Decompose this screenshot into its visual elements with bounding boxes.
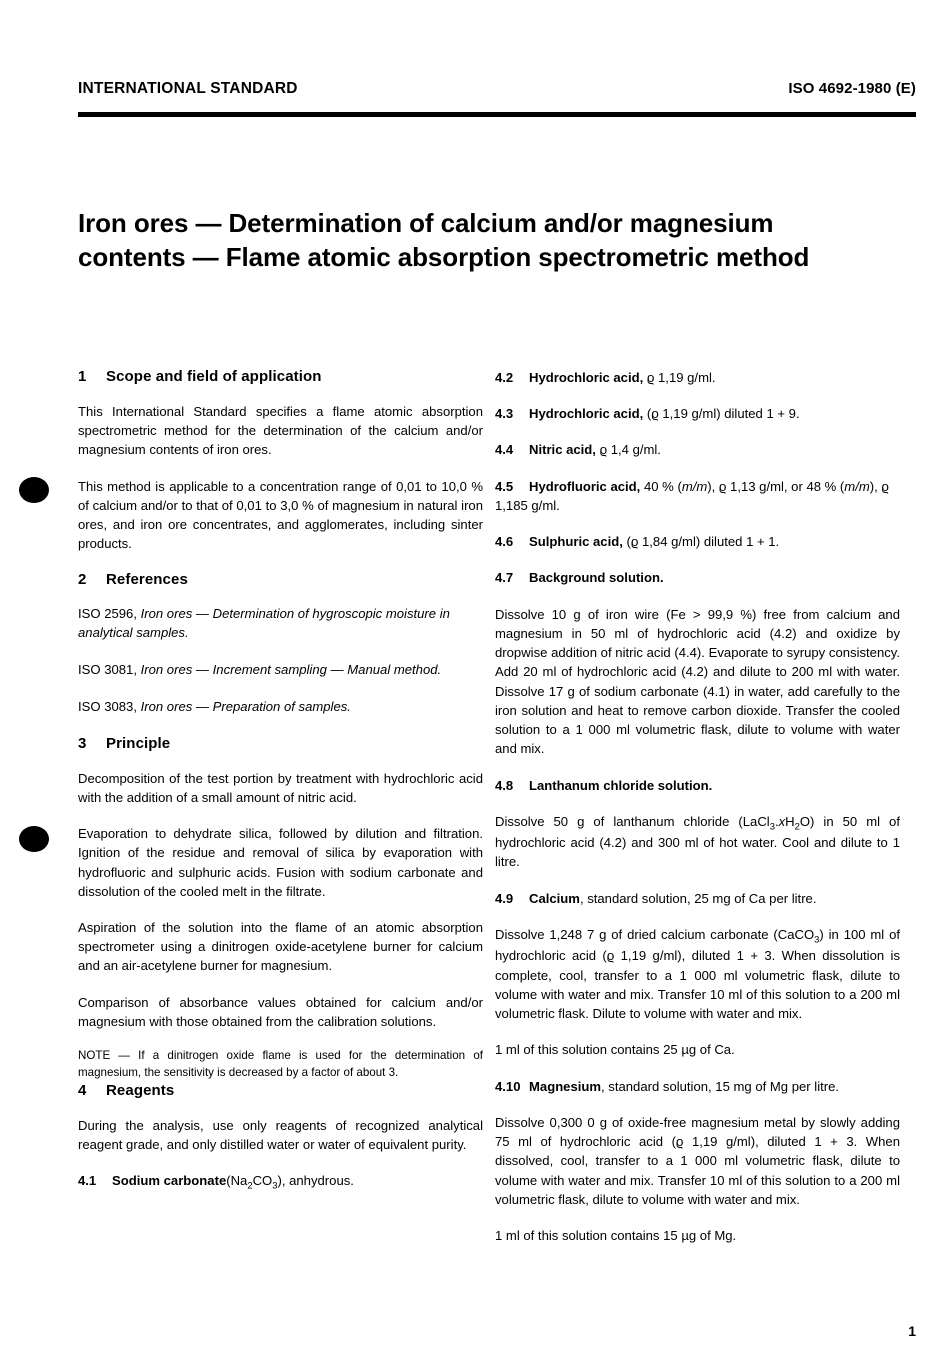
reagent-name: Nitric acid, [529,442,596,458]
reagent-name: Hydrofluoric acid, [529,478,641,494]
section-heading-references [78,571,483,588]
reagent-number: 4.4 [495,442,514,458]
section-title: References [106,570,188,588]
reagent-number: 4.7 [495,570,514,586]
reagent-detail: ), ϱ 1,13 g/ml, or 48 % ( [707,478,845,494]
section-heading-scope [78,368,483,385]
section-number: 1 [78,368,87,385]
section-number: 3 [78,734,87,752]
reagent-detail: ), ϱ 1,185 g/ml. [495,478,889,513]
reagent-item-4-2 [495,368,900,387]
reagent-detail-italic: m/m [681,478,708,494]
reference-title: Iron ores — Preparation of samples. [140,698,351,714]
reagent-detail: , standard solution, 15 mg of Mg per litre. [601,1078,840,1094]
section-title: Scope and field of application [106,368,322,385]
reagent-name: Sulphuric acid, [529,534,623,550]
right-column [495,368,900,1245]
reagent-number: 4.10 [495,1078,521,1094]
reagent-item-4-9 [495,889,900,908]
reagent-number: 4.2 [495,370,514,385]
formula-sub: 3 [769,820,775,832]
header-rule [78,112,916,117]
section-heading-reagents [78,1082,483,1099]
margin-change-marker-icon [19,477,49,503]
reagent-formula-open: (Na [226,1173,248,1189]
text-part: Dissolve 50 g of lanthanum chloride (LaCl [495,813,770,829]
reagent-detail: ϱ 1,4 g/ml. [595,442,661,458]
principle-note: NOTE — If a dinitrogen oxide flame is used for the determination of magnesium, the sensitivity is decreased by a factor of about 3. [78,1049,483,1079]
reagent-formula-mid: CO [252,1173,273,1189]
reagent-4-8-paragraph [495,812,900,872]
scope-paragraph-2: This method is applicable to a concentration range of 0,01 to 10,0 % of calcium and/or to that of 0,01 to 3,0 % of magnesium in natural iron ores, and iron ore concentrates, and agglomerates, including sinter products. [78,478,483,552]
reagent-detail: (ϱ 1,84 g/ml) diluted 1 + 1. [622,534,780,550]
reagent-detail-italic: m/m [844,478,870,494]
scope-paragraph-1: This International Standard specifies a flame atomic absorption spectrometric method for the determination of the calcium and/or magnesium contents of iron ores. [78,404,483,458]
reagents-intro-paragraph: During the analysis, use only reagents of recognized analytical reagent grade, and only distilled water or water of equivalent purity. [78,1117,483,1152]
reagent-item-4-4 [495,440,900,459]
reagent-4-9-concentration: 1 ml of this solution contains 25 µg of Ca. [495,1042,735,1058]
margin-change-marker-icon [19,826,49,852]
reagent-detail: , standard solution, 25 mg of Ca per litre. [579,890,817,906]
text-part: Dissolve 1,248 7 g of dried calcium carbonate (CaCO [495,926,815,942]
reagent-formula-sub: 2 [247,1179,253,1191]
reference-designation: ISO 3083, [78,698,137,714]
reference-item [78,698,483,717]
reference-item [78,605,483,643]
reagent-detail: ϱ 1,19 g/ml. [643,370,716,385]
formula-variable: x [778,813,786,829]
reagent-item-4-5 [495,477,900,515]
section-title: Reagents [106,1081,175,1099]
reagent-4-9-paragraph [495,925,900,1023]
text-part: . [774,813,779,829]
reference-title: Iron ores — Increment sampling — Manual method. [140,661,442,677]
standard-reference-label: ISO 4692-1980 (E) [788,80,916,97]
principle-paragraph-2: Evaporation to dehydrate silica, followed by dilution and filtration. Ignition of the residue and removal of silica by evaporation with hydrofluoric and sulphuric acids. Fusion with sodium carbonate and dissolution of the cooled melt in the filtrate. [78,826,483,899]
reagent-number: 4.6 [495,534,514,550]
reagent-number: 4.1 [78,1173,97,1189]
text-part: ) in 100 ml of hydrochloric acid (ϱ 1,19 g/ml), diluted 1 + 3. When dissolution is complete, cool, transfer to a 1 000 ml volumetric flask, dilute to volume with water and mix. Transfer 10 ml of this solution to a 200 ml volumetric flask. Dilute to volume with water and mix. [495,926,901,1022]
reference-item [78,661,483,680]
section-heading-principle [78,735,483,752]
standard-type-label: INTERNATIONAL STANDARD [78,80,298,97]
formula-sub: 3 [814,933,820,945]
reagent-number: 4.9 [495,890,514,906]
page-header [78,80,916,98]
section-number: 4 [78,1081,87,1099]
reagent-item-4-10 [495,1077,900,1096]
reagent-item-4-3 [495,404,900,423]
reagent-number: 4.3 [495,406,514,422]
reagent-item-4-6 [495,532,900,551]
reagent-name: Background solution. [529,570,664,586]
reagent-name: Magnesium [529,1078,602,1094]
reagent-4-10-paragraph: Dissolve 0,300 0 g of oxide-free magnesium metal by slowly adding 75 ml of hydrochloric acid (ϱ 1,19 g/ml), diluted 1 + 3. When dissolved, cool, transfer to a 1 000 ml volumetric flask, dilute to volume with water and mix. Transfer 10 ml of this solution to a 200 ml volumetric flask, dilute to volume with water and mix. [495,1114,900,1207]
reagent-formula-sub: 3 [272,1179,278,1191]
reagent-name: Calcium [529,890,580,906]
principle-paragraph-1: Decomposition of the test portion by treatment with hydrochloric acid with the addition of a small amount of nitric acid. [78,770,483,805]
reference-designation: ISO 3081, [78,661,137,677]
section-number: 2 [78,570,87,588]
text-part: H [785,813,795,829]
reference-title: Iron ores — Determination of hygroscopic moisture in analytical samples. [78,605,450,640]
reagent-formula-rest: ), anhydrous. [277,1173,354,1189]
reagent-4-10-concentration: 1 ml of this solution contains 15 µg of Mg. [495,1227,737,1243]
reagent-detail: 40 % ( [640,478,682,494]
page-title: Iron ores — Determination of calcium and/or magnesium contents — Flame atomic absorption spectrometric method [78,208,810,273]
reagent-detail: (ϱ 1,19 g/ml) diluted 1 + 9. [643,406,800,422]
reagent-name: Hydrochloric acid, [529,406,644,422]
reagent-number: 4.8 [495,777,514,793]
reagent-item-4-7 [495,568,900,587]
principle-paragraph-4: Comparison of absorbance values obtained for calcium and/or magnesium with those obtained from the calibration solutions. [78,994,483,1029]
reagent-name: Hydrochloric acid, [529,370,644,385]
left-column [78,368,483,1210]
section-title: Principle [106,734,171,752]
reagent-number: 4.5 [495,478,514,494]
page-number: 1 [908,1323,916,1339]
reference-designation: ISO 2596, [78,605,137,621]
reagent-name: Sodium carbonate [112,1173,227,1189]
reagent-4-7-paragraph: Dissolve 10 g of iron wire (Fe > 99,9 %) free from calcium and magnesium in 50 ml of hydrochloric acid (4.2) and oxidize by dropwise addition of nitric acid (4.4). Evaporate to syrupy consistency. Add 20 ml of hydrochloric acid (4.2) and dilute to 200 ml with water. Dissolve 17 g of sodium carbonate (4.1) in water, add carefully to the iron solution and heat to remove carbon dioxide. Transfer the cooled solution to a 1 000 ml volumetric flask, dilute to volume with water and mix. [495,606,900,757]
principle-paragraph-3: Aspiration of the solution into the flame of an atomic absorption spectrometer using a dinitrogen oxide-acetylene burner for calcium and an air-acetylene burner for magnesium. [78,919,483,974]
text-part: O) in 50 ml of hydrochloric acid (4.2) and 300 ml of hot water. Cool and dilute to 1 litre. [495,813,900,870]
reagent-name: Lanthanum chloride solution. [529,777,713,793]
formula-sub: 2 [794,820,800,832]
reagent-item-4-1 [78,1171,483,1192]
reagent-item-4-8 [495,776,900,795]
